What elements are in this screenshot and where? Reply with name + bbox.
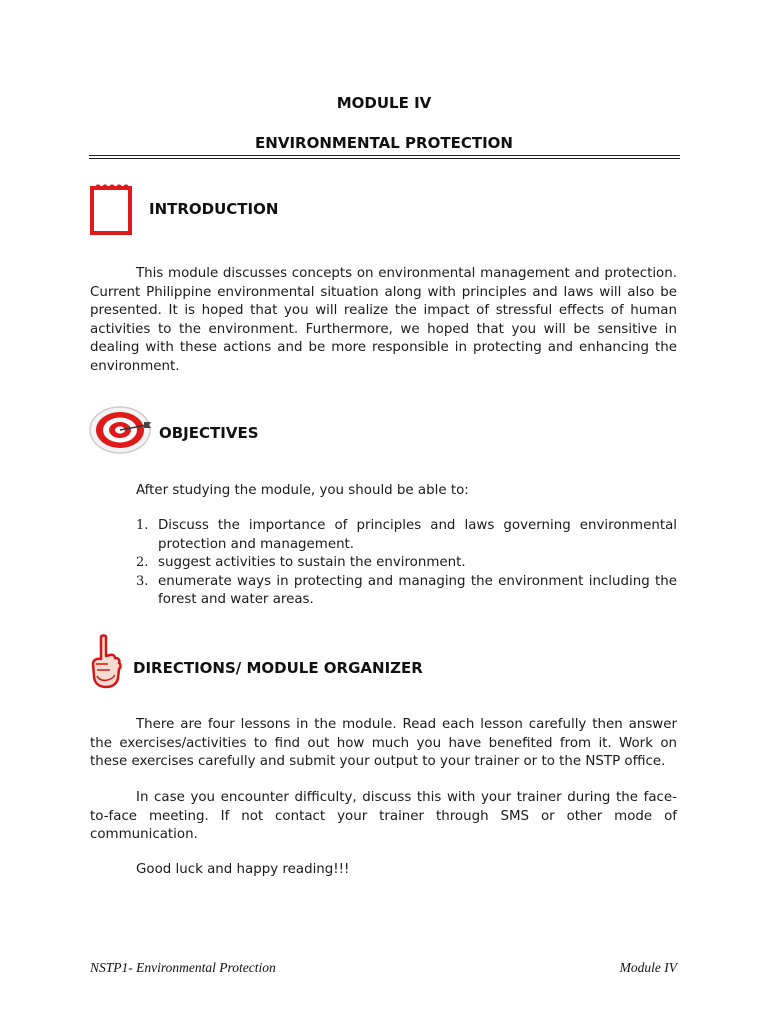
list-item-text: Discuss the importance of principles and laws governing environmental protection and management. — [158, 518, 677, 552]
notepad-icon — [89, 182, 133, 236]
list-item — [90, 573, 677, 610]
footer-left: NSTP1- Environmental Protection — [90, 960, 276, 975]
list-item-text: enumerate ways in protecting and managing the environment including the forest and water areas. — [158, 573, 677, 607]
list-item-number: 1. — [136, 518, 149, 533]
list-item — [90, 554, 677, 573]
list-item-text: suggest activities to sustain the environment. — [158, 555, 466, 570]
directions-heading: DIRECTIONS/ MODULE ORGANIZER — [133, 659, 423, 677]
introduction-text: This module discusses concepts on environmental management and protection. Current Philippine environmental situation along with principles and laws will also be presented. It is hoped that you will realize the impact of stressful effects of human activities to the environment. Furthermore, we hoped that you will be sensitive in dealing with these actions and be more responsible in protecting and enhancing the environment. — [90, 266, 677, 374]
module-title: ENVIRONMENTAL PROTECTION — [255, 134, 513, 152]
directions-paragraph-1: There are four lessons in the module. Read each lesson carefully then answer the exercises/activities to find out how much you have benefited from it. Work on these exercises carefully and submit your output to your trainer or to the NSTP office. — [90, 717, 677, 769]
objectives-list — [90, 517, 677, 610]
module-number: MODULE IV — [336, 94, 432, 112]
title-rule-bottom — [89, 158, 680, 159]
list-item-number: 3. — [136, 573, 149, 589]
target-icon — [89, 405, 153, 455]
directions-paragraph-3: Good luck and happy reading!!! — [136, 862, 350, 877]
introduction-heading: INTRODUCTION — [149, 200, 279, 218]
footer-right: Module IV — [619, 960, 677, 975]
title-rule-top — [89, 155, 680, 156]
directions-paragraph-2: In case you encounter difficulty, discuss this with your trainer during the face-to-face meeting. If not contact your trainer through SMS or other mode of communication. — [90, 790, 677, 842]
list-item — [90, 517, 677, 554]
objectives-lead: After studying the module, you should be able to: — [136, 483, 469, 498]
pointing-hand-icon — [88, 634, 122, 690]
objectives-heading: OBJECTIVES — [159, 424, 259, 442]
list-item-number: 2. — [136, 555, 149, 570]
